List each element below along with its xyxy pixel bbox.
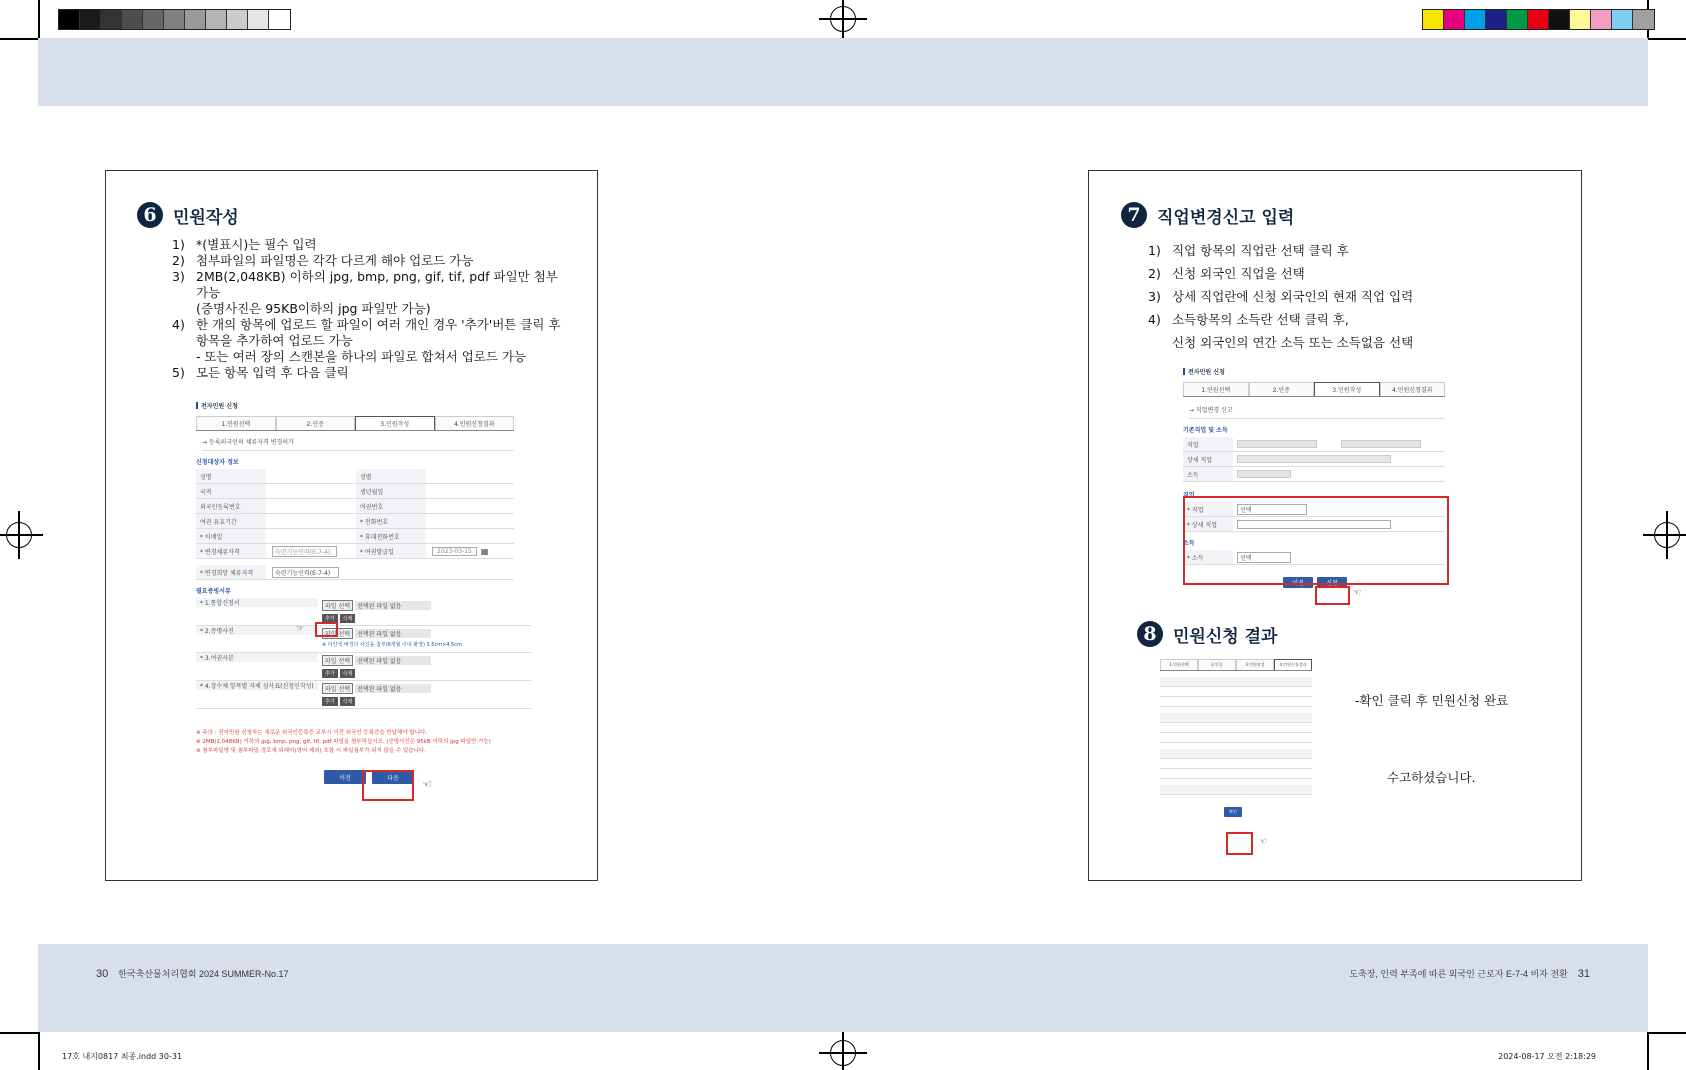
- readonly-field: [1341, 440, 1421, 448]
- status-select[interactable]: 숙련기능인력(E-7-4): [272, 546, 337, 557]
- tab-auth[interactable]: 2.인증: [1198, 659, 1236, 670]
- file-line: [322, 600, 431, 611]
- field-label: 소득: [1183, 467, 1233, 481]
- tab-select[interactable]: 1.민원선택: [1183, 382, 1249, 396]
- crop-mark: [1648, 1032, 1686, 1034]
- notice-text: → 직업변경 신고: [1189, 405, 1445, 419]
- warning-text: ※ 2MB(2,048KB) 이하의 jpg, bmp, png, gif, tif, pdf 파일을 첨부하십시오. (증명사진은 95kB 이하의 jpg 파일만 가능): [196, 739, 491, 745]
- income-heading: 소득: [1183, 540, 1195, 547]
- color-swatches: [1422, 9, 1655, 30]
- gray-swatch: [143, 10, 164, 29]
- doc-upload: [318, 626, 466, 652]
- color-swatch: [1549, 10, 1570, 29]
- registration-mark-icon: [6, 522, 32, 548]
- pointing-hand-icon: ☜: [1259, 837, 1268, 847]
- step-list: [1148, 239, 1548, 354]
- left-panel: [105, 170, 598, 881]
- applicant-grid: [196, 469, 514, 559]
- footer-text: 한국축산물처리협회 2024 SUMMER-No.17: [118, 969, 289, 979]
- left-footer: [96, 967, 289, 980]
- readonly-field: [1237, 440, 1317, 448]
- form-row: [356, 469, 514, 484]
- doc-row: [196, 681, 532, 709]
- pointing-hand-icon: ☞: [296, 624, 305, 634]
- row-buttons: [322, 669, 431, 678]
- file-status: 선택된 파일 없음: [355, 684, 431, 693]
- header-band: [38, 38, 1648, 106]
- photo-hint: ※ 하얀색 배경의 사진을 첨부(6개월 이내 촬영) 3.5cm×4.5cm: [322, 642, 462, 648]
- result-row: [1160, 687, 1312, 697]
- gray-swatch: [227, 10, 248, 29]
- file-status: 선택된 파일 없음: [355, 629, 431, 638]
- delete-button[interactable]: 삭제: [340, 614, 356, 623]
- field-label: * 변경희망 체류자격: [196, 565, 266, 579]
- result-row: [1160, 749, 1312, 759]
- gray-swatch: [248, 10, 269, 29]
- color-swatch: [1465, 10, 1486, 29]
- form-title: 전자민원 신청: [1183, 367, 1448, 376]
- tab-write[interactable]: 3.민원작성: [1236, 659, 1274, 670]
- file-line: [322, 683, 431, 694]
- right-footer: [1349, 967, 1590, 980]
- form-row: [1183, 467, 1445, 482]
- field-label: 여권 유효기간: [196, 514, 266, 528]
- readonly-field: [1237, 470, 1291, 478]
- section-number-badge: 8: [1137, 621, 1163, 647]
- color-swatch: [1486, 10, 1507, 29]
- readonly-field: [1237, 455, 1391, 463]
- doc-row: [196, 626, 532, 653]
- step-item: 4) 한 개의 항목에 업로드 할 파일이 여러 개인 경우 '추가'버튼 클릭 후 항목을 추가하여 업로드 가능: [172, 317, 561, 348]
- result-screenshot: [1160, 655, 1312, 817]
- step-list: [172, 237, 572, 381]
- color-swatch: [1444, 10, 1465, 29]
- row-buttons: [322, 697, 431, 706]
- status-select[interactable]: 숙련기능인력(E-7-4): [272, 567, 339, 578]
- doc-upload: [318, 681, 435, 708]
- color-swatch: [1633, 10, 1654, 29]
- field-label: * 이메일: [196, 529, 266, 543]
- file-select-button[interactable]: 파일 선택: [322, 655, 353, 666]
- job-heading: 직업: [1183, 492, 1195, 499]
- file-line: [322, 628, 462, 639]
- color-swatch: [1423, 10, 1444, 29]
- gray-swatch: [185, 10, 206, 29]
- field-label: * 소득: [1183, 550, 1233, 564]
- print-timestamp: 2024-08-17 오전 2:18:29: [1498, 1052, 1596, 1061]
- file-status: 선택된 파일 없음: [355, 601, 431, 610]
- docs-heading: 필요증빙서류: [196, 588, 231, 595]
- form-row: [196, 529, 356, 544]
- result-row: [1160, 697, 1312, 707]
- tab-select[interactable]: 1.민원선택: [196, 416, 276, 430]
- field-label: * 여권발급일: [356, 544, 426, 558]
- gray-swatch: [59, 10, 80, 29]
- grayscale-swatches: [58, 9, 291, 30]
- prev-button[interactable]: 이전: [324, 770, 366, 784]
- field-label: 직업: [1183, 437, 1233, 451]
- section-7-heading: [1121, 202, 1294, 228]
- field-label: * 변경체류자격: [196, 544, 266, 558]
- doc-label: * 3.여권사본: [196, 653, 318, 662]
- step-item: 5) 모든 항목 입력 후 다음 클릭: [172, 365, 349, 380]
- next-highlight-box: [362, 770, 414, 801]
- step-item: 2) 첨부파일의 파일명은 각각 다르게 해야 업로드 가능: [172, 253, 474, 268]
- section-title: 민원작성: [173, 207, 239, 228]
- field-label: 성명: [196, 469, 266, 483]
- crop-mark: [38, 1032, 40, 1070]
- confirm-note: -확인 클릭 후 민원신청 완료: [1355, 693, 1509, 708]
- add-highlight-box: [315, 622, 338, 637]
- field-label: * 전화번호: [356, 514, 426, 528]
- color-swatch: [1591, 10, 1612, 29]
- section-number-badge: 6: [137, 202, 163, 228]
- section-6-heading: [137, 202, 239, 228]
- pointing-hand-icon: ☜: [1353, 588, 1362, 598]
- job-highlight-box: [1183, 496, 1449, 585]
- field-label: 성별: [356, 469, 426, 483]
- step-item: - 또는 여러 장의 스캔본을 하나의 파일로 합쳐서 업로드 가능: [196, 349, 527, 364]
- tab-auth[interactable]: 2.인증: [1249, 382, 1315, 396]
- step-item: 2) 신청 외국인 직업을 선택: [1148, 266, 1305, 281]
- step-item: 1) *(별표시)는 필수 입력: [172, 237, 317, 252]
- delete-button[interactable]: 삭제: [340, 669, 356, 678]
- applicant-heading: 신청대상자 정보: [196, 459, 239, 466]
- footer-band: [38, 944, 1648, 1032]
- prev-button[interactable]: 이전: [1283, 577, 1313, 588]
- result-row: [1160, 677, 1312, 687]
- page-number: 31: [1577, 967, 1590, 980]
- warning-text: ※ 주의 : 전자민원 신청자는 새로운 외국인등록증 교부시 이전 외국인 등록증을 반납해야 합니다.: [196, 730, 428, 736]
- warning-list: [196, 729, 536, 756]
- color-swatch: [1507, 10, 1528, 29]
- doc-upload: [318, 653, 435, 680]
- form-row: [196, 484, 356, 499]
- form-row: [196, 514, 356, 529]
- doc-label: * 2.증명사진: [196, 626, 318, 635]
- section-title: 민원신청 결과: [1173, 626, 1278, 647]
- add-button[interactable]: 추가: [322, 614, 338, 623]
- doc-row: [196, 598, 532, 626]
- step-item: 신청 외국인의 연간 소득 또는 소득없음 선택: [1172, 335, 1414, 350]
- submit-highlight-box: [1315, 586, 1350, 605]
- job-select[interactable]: 선택: [1237, 504, 1307, 515]
- section-number-badge: 7: [1121, 202, 1147, 228]
- step-tabs: [1160, 659, 1312, 671]
- form-row: [196, 544, 356, 559]
- field-label: 생년월일: [356, 484, 426, 498]
- form-row: [356, 484, 514, 499]
- section-8-heading: [1137, 621, 1277, 647]
- gray-swatch: [122, 10, 143, 29]
- pointing-hand-icon: ☜: [422, 778, 432, 791]
- calendar-icon[interactable]: ▦: [480, 546, 489, 556]
- form-row: [356, 514, 514, 529]
- tab-write[interactable]: 3.민원작성: [355, 416, 435, 430]
- field-label: 외국인등록번호: [196, 499, 266, 513]
- crop-mark: [0, 38, 38, 40]
- result-row: [1160, 713, 1312, 723]
- result-row: [1160, 759, 1312, 769]
- income-select[interactable]: 선택: [1237, 552, 1291, 563]
- field-label: * 직업: [1183, 502, 1233, 516]
- next-button[interactable]: 다음: [372, 770, 414, 784]
- notice-text: → 등록외국인의 체류자격 변경허가: [202, 437, 514, 451]
- confirm-row: [1224, 807, 1312, 817]
- existing-heading: 기존직업 및 소득: [1183, 427, 1228, 434]
- field-label: * 상세 직업: [1183, 517, 1233, 531]
- step-tabs: [1183, 382, 1445, 397]
- field-label: * 휴대전화번호: [356, 529, 426, 543]
- field-label: 여권번호: [356, 499, 426, 513]
- file-line: [322, 655, 431, 666]
- result-row: [1160, 769, 1312, 779]
- registration-mark-icon: [1654, 522, 1680, 548]
- delete-button[interactable]: 삭제: [340, 697, 356, 706]
- result-row: [1160, 723, 1312, 733]
- doc-upload: [318, 598, 435, 625]
- submit-button[interactable]: 신청: [1317, 577, 1347, 588]
- right-panel: [1088, 170, 1582, 881]
- crop-mark: [1647, 1032, 1649, 1070]
- field-label: 국적: [196, 484, 266, 498]
- step-item: 4) 소득항목의 소득란 선택 클릭 후,: [1148, 312, 1349, 327]
- tab-result[interactable]: 4.민원신청결과: [1380, 382, 1446, 396]
- gray-swatch: [164, 10, 185, 29]
- form-row: [356, 529, 514, 544]
- step-item: 3) 2MB(2,048KB) 이하의 jpg, bmp, png, gif, tif, pdf 파일만 첨부 가능: [172, 269, 558, 300]
- color-swatch: [1612, 10, 1633, 29]
- tab-auth[interactable]: 2.인증: [276, 416, 356, 430]
- existing-grid: [1183, 437, 1445, 482]
- footer-text: 도축장, 인력 부족에 따른 외국인 근로자 E-7-4 비자 전환: [1349, 969, 1568, 979]
- docs-list: [196, 598, 532, 709]
- form-row: [356, 499, 514, 514]
- result-grid: [1160, 677, 1312, 795]
- confirm-highlight-box: [1226, 832, 1253, 855]
- tab-result[interactable]: 4.민원신청결과: [1274, 659, 1312, 670]
- thanks-note: 수고하셨습니다.: [1387, 770, 1476, 785]
- tab-write[interactable]: 3.민원작성: [1314, 382, 1380, 396]
- result-row: [1160, 733, 1312, 743]
- step-tabs: [196, 416, 514, 431]
- gray-swatch: [101, 10, 122, 29]
- form-row: [196, 469, 356, 484]
- registration-mark-icon: [830, 6, 856, 32]
- change-status-row: [196, 565, 514, 580]
- confirm-button[interactable]: 확인: [1224, 807, 1242, 817]
- doc-row: [196, 653, 532, 681]
- form-row: [1183, 452, 1445, 467]
- file-select-button[interactable]: 파일 선택: [322, 683, 353, 694]
- step-item: 1) 직업 항목의 직업란 선택 클릭 후: [1148, 243, 1349, 258]
- color-swatch: [1570, 10, 1591, 29]
- gray-swatch: [269, 10, 290, 29]
- form-row: [196, 499, 356, 514]
- registration-mark-icon: [830, 1040, 856, 1066]
- step-item: 3) 상세 직업란에 신청 외국인의 현재 직업 입력: [1148, 289, 1414, 304]
- crop-mark: [0, 1032, 38, 1034]
- section-title: 직업변경신고 입력: [1157, 207, 1295, 228]
- form-row: [1183, 437, 1445, 452]
- doc-label: * 4.장수체 항목별 자체 심사표(신청인작성): [196, 681, 318, 690]
- file-select-button[interactable]: 파일 선택: [322, 628, 353, 639]
- crop-mark: [38, 0, 40, 38]
- page-number: 30: [96, 967, 109, 980]
- application-form-screenshot: [196, 401, 536, 784]
- form-title: 전자민원 신청: [196, 401, 536, 410]
- tab-select[interactable]: 1.민원선택: [1160, 659, 1198, 670]
- gray-swatch: [80, 10, 101, 29]
- color-swatch: [1528, 10, 1549, 29]
- file-status: 선택된 파일 없음: [355, 656, 431, 665]
- step-item: (증명사진은 95KB이하의 jpg 파일만 가능): [196, 301, 431, 316]
- crop-mark: [1648, 38, 1686, 40]
- tab-result[interactable]: 4.민원신청결과: [435, 416, 515, 430]
- add-button[interactable]: 추가: [322, 669, 338, 678]
- row-buttons: [322, 614, 431, 623]
- file-select-button[interactable]: 파일 선택: [322, 600, 353, 611]
- warning-text: ※ 첨부파일명 및 첨부파일 경로에 외래어(영어 제외) 포함 시 파일첨부가 되지 않을 수 있습니다.: [196, 748, 426, 754]
- print-slug: 17호 내지0817 최종.indd 30-31: [62, 1052, 183, 1061]
- form-row: [356, 544, 514, 559]
- gray-swatch: [206, 10, 227, 29]
- result-row: [1160, 785, 1312, 795]
- doc-label: * 1.통합신청서: [196, 598, 318, 607]
- add-button[interactable]: 추가: [322, 697, 338, 706]
- field-label: 상세 직업: [1183, 452, 1233, 466]
- date-input[interactable]: 2023-03-15: [432, 547, 477, 556]
